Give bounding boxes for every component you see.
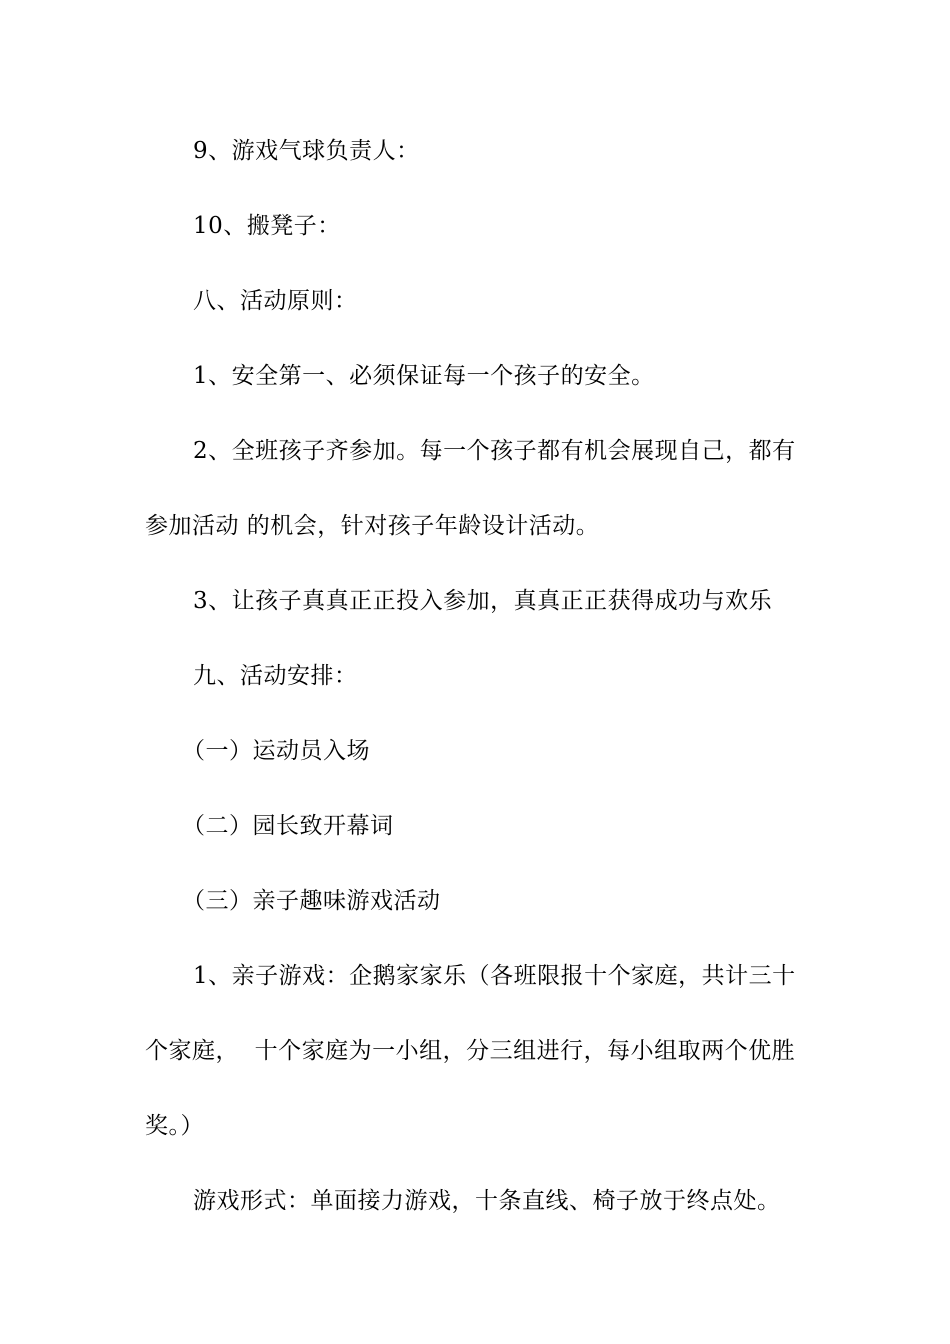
principle-1: 1、安全第一、必须保证每一个孩子的安全。 [193,363,655,389]
principle-3: 3、让孩子真真正正投入参加，真真正正获得成功与欢乐 [193,588,773,614]
principle-2-line-1: 2、全班孩子齐参加。每一个孩子都有机会展现自己，都有 [193,438,796,464]
game-1-line-1: 1、亲子游戏：企鹅家家乐（各班限报十个家庭，共计三十 [193,963,796,989]
item-10-move-stools: 10、搬凳子： [193,213,341,239]
game-format: 游戏形式：单面接力游戏，十条直线、椅子放于终点处。 [193,1188,781,1214]
principle-2-line-2: 参加活动 的机会，针对孩子年龄设计活动。 [145,513,600,539]
item-9-balloon-manager: 9、游戏气球负责人： [193,138,420,164]
schedule-item-2: （二）园长致开幕词 [182,813,394,839]
game-1-line-3: 奖。） [145,1113,204,1139]
section-9-heading: 九、活动安排： [193,663,358,689]
section-8-heading: 八、活动原则： [193,288,358,314]
game-1-line-2: 个家庭， 十个家庭为一小组，分三组进行，每小组取两个优胜 [145,1038,796,1064]
schedule-item-3: （三）亲子趣味游戏活动 [182,888,441,914]
schedule-item-1: （一）运动员入场 [182,738,370,764]
